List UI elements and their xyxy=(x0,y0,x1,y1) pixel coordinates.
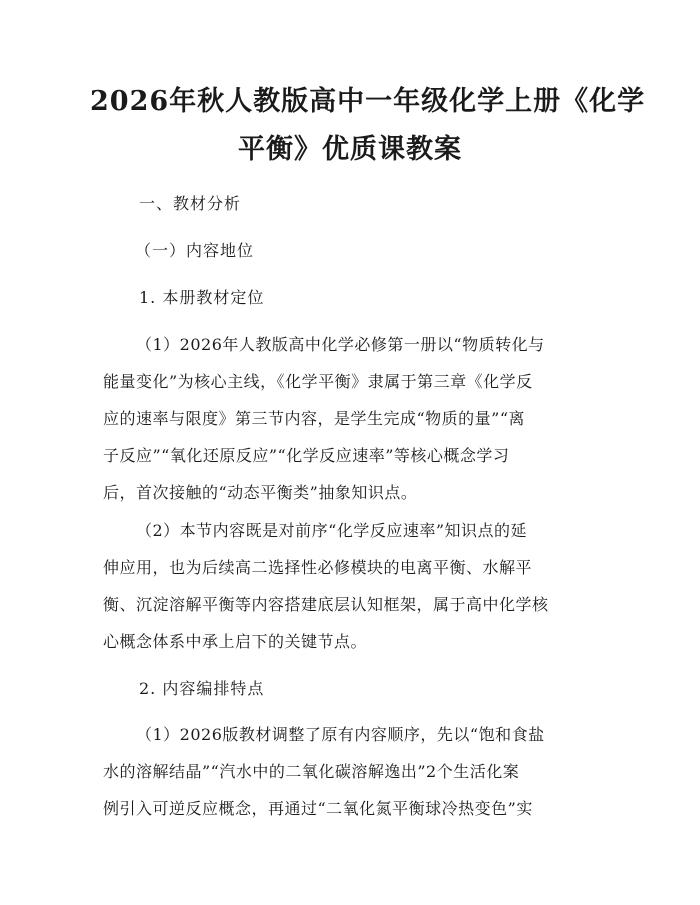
paragraph-1-line: （1）2026年人教版高中化学必修第一册以“物质转化与 xyxy=(136,335,545,354)
paragraph-1-line: 能量变化”为核心主线，《化学平衡》隶属于第三章《化学反 xyxy=(103,372,533,391)
paragraph-3-line: 水的溶解结晶”“汽水中的二氧化碳溶解逸出”2个生活化案 xyxy=(103,762,520,781)
item-heading-content-arrangement: 2. 内容编排特点 xyxy=(139,679,265,698)
item-heading-textbook-positioning: 1. 本册教材定位 xyxy=(139,288,265,307)
paragraph-2-line: 心概念体系中承上启下的关键节点。 xyxy=(103,632,368,651)
paragraph-1-line: 子反应”“氧化还原反应”“化学反应速率”等核心概念学习 xyxy=(103,446,510,465)
section-heading-textbook-analysis: 一、教材分析 xyxy=(139,194,242,213)
paragraph-1-line: 后，首次接触的“动态平衡类”抽象知识点。 xyxy=(103,483,418,502)
document-title-line-1: 2026年秋人教版高中一年级化学上册《化学 xyxy=(90,86,646,117)
paragraph-2-line: （2）本节内容既是对前序“化学反应速率”知识点的延 xyxy=(136,521,528,540)
paragraph-2-line: 衡、沉淀溶解平衡等内容搭建底层认知框架，属于高中化学核 xyxy=(103,595,549,614)
document-title-line-2: 平衡》优质课教案 xyxy=(238,134,462,165)
paragraph-1-line: 应的速率与限度》第三节内容，是学生完成“物质的量”“离 xyxy=(103,409,526,428)
paragraph-3-line: （1）2026版教材调整了原有内容顺序，先以“饱和食盐 xyxy=(136,725,545,744)
subsection-heading-content-position: （一）内容地位 xyxy=(135,241,255,260)
paragraph-3-line: 例引入可逆反应概念，再通过“二氧化氮平衡球冷热变色”实 xyxy=(103,799,533,818)
paragraph-2-line: 伸应用，也为后续高二选择性必修模块的电离平衡、水解平 xyxy=(103,558,533,577)
